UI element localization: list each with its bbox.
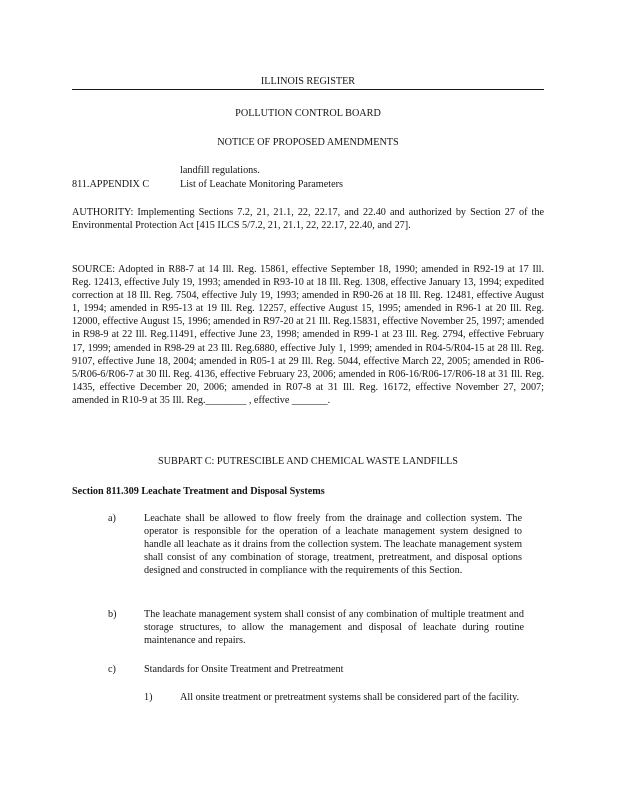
- item-label: b): [108, 609, 117, 620]
- section-heading: Section 811.309 Leachate Treatment and Disposal Systems: [72, 486, 325, 497]
- authority-note: AUTHORITY: Implementing Sections 7.2, 21, 21.1, 22, 22.17, and 22.40 and authorized by Section 27 of the Environmental Protection Act [415 ILCS 5/7.2, 21, 21.1, 22, 22.17, 22.40, and 27].: [72, 207, 544, 232]
- item-text: The leachate management system shall consist of any combination of multiple treatment and storage structures, to allow the management and disposal of leachate during routine maintenance and repairs.: [144, 609, 524, 647]
- item-text: Leachate shall be allowed to flow freely from the drainage and collection system. The operator is responsible for the operation of a leachate management system designed to handle all leachate as it drains from the collection system. The leachate management system shall consist of any combination of storage, treatment, pretreatment, and disposal options designed and constructed in compliance with the requirements of this Section.: [144, 513, 522, 577]
- board-title: POLLUTION CONTROL BOARD: [235, 108, 381, 119]
- item-label: c): [108, 664, 116, 675]
- subpart-heading: SUBPART C: PUTRESCIBLE AND CHEMICAL WASTE LANDFILLS: [158, 456, 458, 467]
- appendix-label: 811.APPENDIX C: [72, 179, 150, 190]
- notice-title: NOTICE OF PROPOSED AMENDMENTS: [217, 137, 399, 148]
- subitem-label: 1): [144, 692, 153, 703]
- appendix-title: List of Leachate Monitoring Parameters: [180, 179, 343, 190]
- appendix-previous-line: landfill regulations.: [180, 165, 260, 176]
- subitem-text: All onsite treatment or pretreatment systems shall be considered part of the facility.: [180, 692, 520, 703]
- item-text: Standards for Onsite Treatment and Pretreatment: [144, 664, 344, 675]
- register-header: ILLINOIS REGISTER: [72, 75, 544, 90]
- item-label: a): [108, 513, 116, 524]
- source-note: SOURCE: Adopted in R88-7 at 14 Ill. Reg. 15861, effective September 18, 1990; amended in R92-19 at 17 Ill. Reg. 12413, effective July 19, 1993; amended in R93-10 at 18 Ill. Reg. 1308, effective January 13, 1994; expedited correction at 18 Ill. Reg. 7504, effective July 19, 1993; amended in R90-26 at 18 Ill. Reg. 12481, effective August 1, 1994; amended in R95-13 at 19 Ill. Reg. 12257, effective August 15, 1995; amended in R96-1 at 20 Ill. Reg. 12000, effective August 15, 1996; amended in R97-20 at 21 Ill. Reg.15831, effective November 25, 1997; amended in R98-9 at 22 Ill. Reg.11491, effective June 23, 1998; amended in R99-1 at 23 Ill. Reg. 2794, effective February 17, 1999; amended in R98-29 at 23 Ill. Reg.6880, effective July 1, 1999; amended in R04-5/R04-15 at 28 Ill. Reg. 9107, effective June 18, 2004; amended in R05-1 at 29 Ill. Reg. 5044, effective March 22, 2005; amended in R06-5/R06-6/R06-7 at 30 Ill. Reg. 4136, effective February 23, 2006; amended in R06-16/R06-17/R06-18 at 31 Ill. Reg. 1435, effective December 20, 2006; amended in R07-8 at 31 Ill. Reg. 16172, effective November 27, 2007; amended in R10-9 at 35 Ill. Reg.________ , effective _______.: [72, 264, 544, 406]
